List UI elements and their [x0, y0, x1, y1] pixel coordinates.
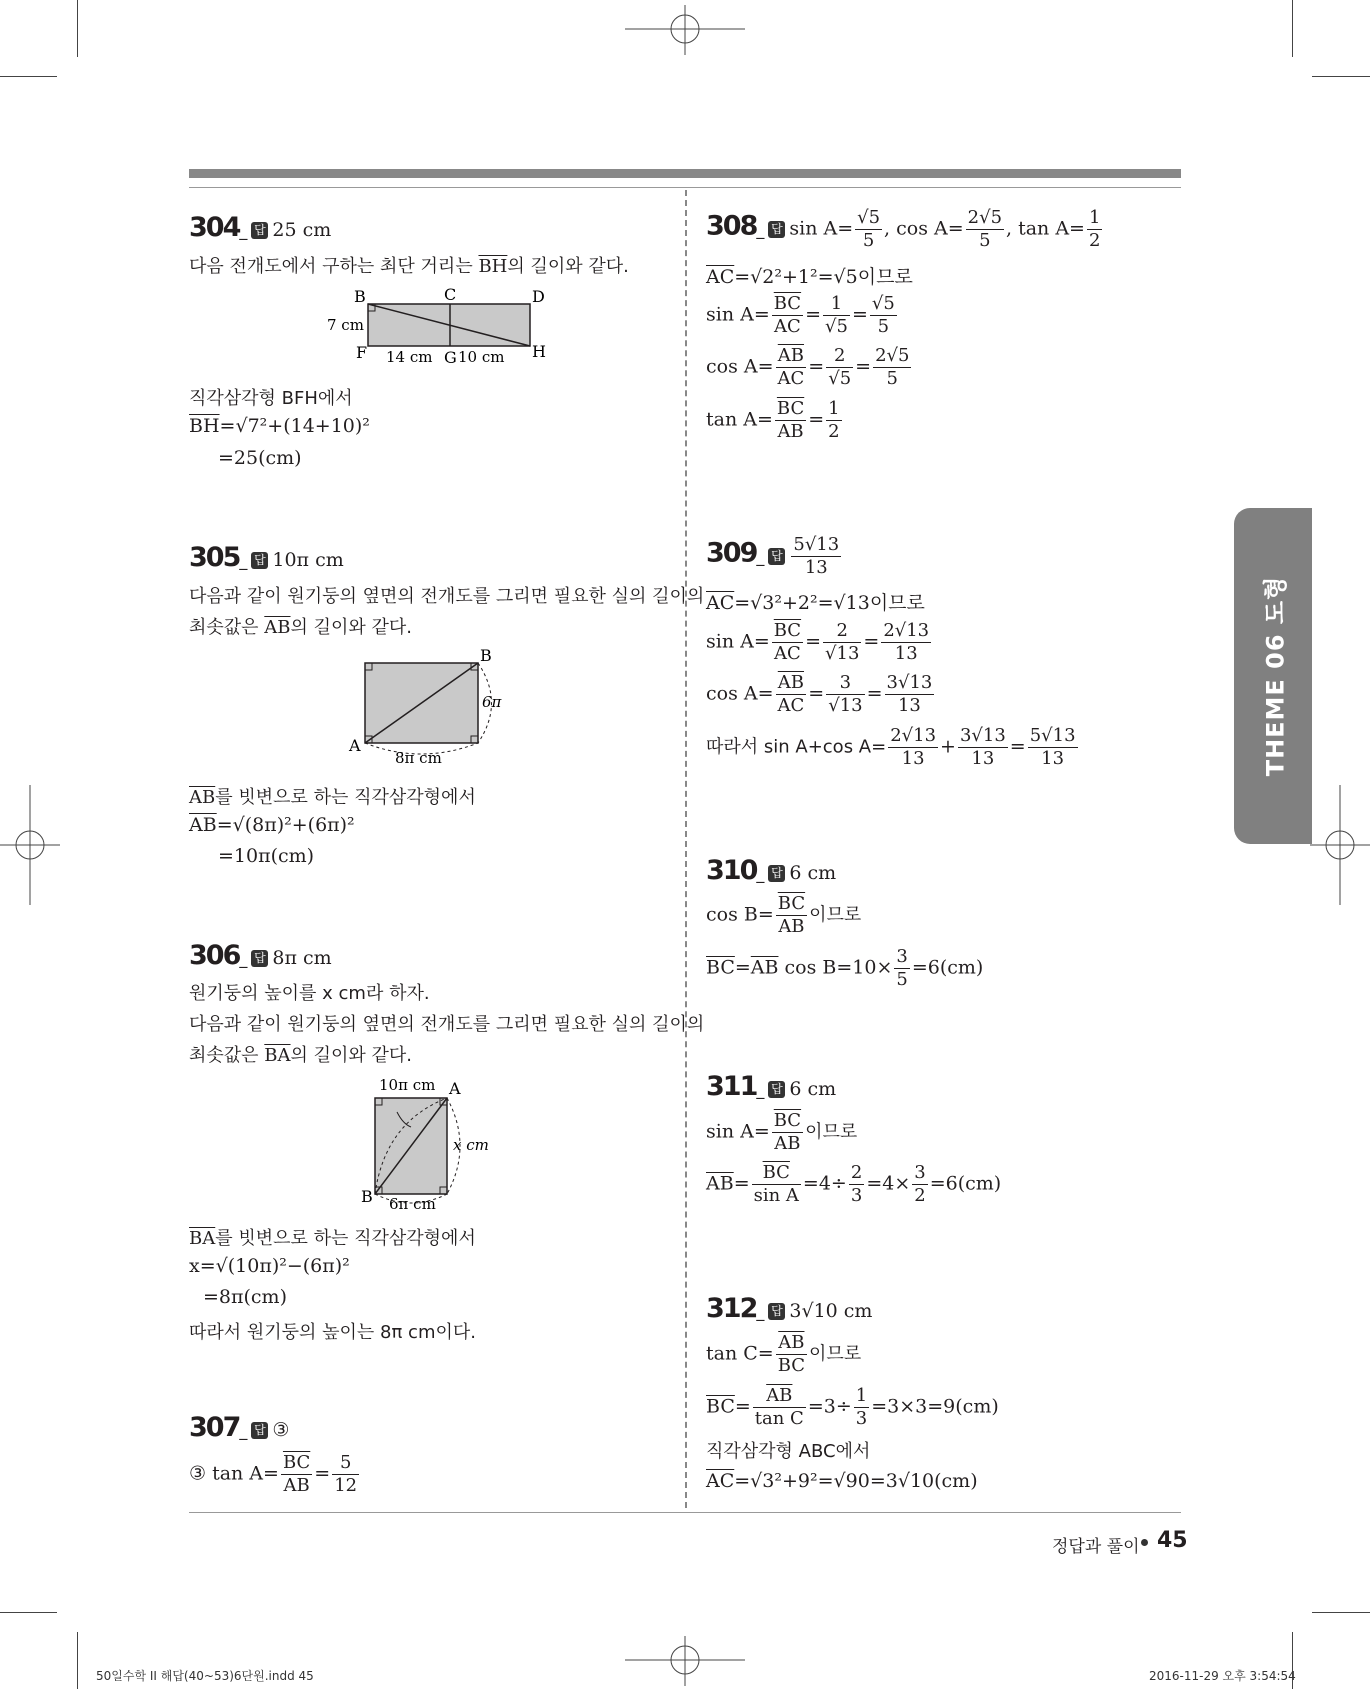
header-bar	[189, 169, 1181, 178]
problem-312-line3: 직각삼각형 ABC에서	[706, 1441, 871, 1462]
problem-304-line1: 직각삼각형 BFH에서	[189, 388, 353, 409]
problem-308-tan: tan A= $\frac{\overline{BC}}{AB}$ = $\frac{1}{2}$	[706, 398, 840, 442]
figure-304-net	[320, 284, 550, 364]
problem-304-line2: $\overline{BH}=√7^2+(14+10)^2$	[189, 415, 370, 437]
problem-305-line2: $\overline{AB}=√(8\pi)^2+(6\pi)^2$	[189, 814, 355, 836]
answer-value: 25 cm	[272, 219, 332, 241]
problem-306-line2: x=√(10π)²−(6π)²	[189, 1255, 350, 1277]
problem-308-cos: cos A= $\frac{\overline{AB}}{AC}$ = $\frac{2}{√5}$ = $\frac{2√5}{5}$	[706, 345, 910, 389]
label-height: 7 cm	[327, 316, 364, 334]
label-width: 6π cm	[389, 1195, 436, 1213]
crop-mark	[1312, 76, 1370, 77]
problem-number: 308	[706, 210, 757, 242]
theme-tab-label: THEME 06 도형	[1261, 575, 1290, 777]
file-info: 50일수학 II 해답(40~53)6단원.indd 45	[96, 1669, 314, 1683]
problem-306-header: 306_ 답 8π cm	[189, 940, 332, 971]
problem-312-line2: $\overline{BC}=$ $\frac{\overline{AB}}{\text{tan C}}$ =3÷ $\frac{1}{3}$ =3×3=9(cm)	[706, 1385, 999, 1429]
label-height: x cm	[453, 1136, 489, 1154]
problem-305-text2: 최솟값은 $\overline{AB}$의 길이와 같다.	[189, 617, 413, 638]
problem-311-line1: sin A= $\frac{\overline{BC}}{AB}$ 이므로	[706, 1110, 858, 1154]
answer-icon: 답	[251, 950, 268, 967]
answer-value: 6 cm	[789, 862, 837, 884]
problem-306-text1: 다음과 같이 원기둥의 옆면의 전개도를 그리면 필요한 실의 길이의	[189, 1014, 705, 1035]
page-label: 정답과 풀이	[1052, 1537, 1140, 1557]
problem-305-line3: =10π(cm)	[218, 845, 315, 867]
bullet-icon	[1141, 1539, 1148, 1546]
answer-value: 3√10 cm	[789, 1300, 873, 1322]
page-number: 45	[1157, 1528, 1188, 1553]
problem-312-line4: $\overline{AC}=√3^2+9^2=√90=3√10(cm)$	[706, 1470, 978, 1492]
label-a: A	[349, 736, 361, 755]
problem-number: 306	[189, 940, 240, 971]
label-a: A	[449, 1079, 461, 1098]
problem-number: 310	[706, 855, 757, 886]
crop-mark	[0, 76, 57, 77]
problem-305-text1: 다음과 같이 원기둥의 옆면의 전개도를 그리면 필요한 실의 길이의	[189, 586, 705, 607]
label-b: B	[361, 1187, 373, 1206]
problem-310-line1: cos B= $\frac{\overline{BC}}{AB}$ 이므로	[706, 893, 862, 937]
problem-number: 309	[706, 537, 757, 569]
registration-mark-top	[625, 5, 745, 55]
crop-mark	[77, 0, 78, 57]
label-b: B	[480, 646, 492, 665]
figure-305-cylinder-net	[345, 645, 515, 770]
registration-mark-bottom	[625, 1636, 745, 1686]
problem-309-sin: sin A= $\frac{\overline{BC}}{AC}$ = $\frac{2}{√13}$ = $\frac{2√13}{13}$	[706, 620, 930, 664]
crop-mark	[0, 1612, 57, 1613]
problem-number: 312	[706, 1293, 757, 1324]
answer-icon: 답	[251, 1422, 268, 1439]
answer-value: 8π cm	[272, 947, 332, 969]
problem-307-header: 307_ 답 ③	[189, 1412, 290, 1443]
problem-309-cos: cos A= $\frac{\overline{AB}}{AC}$ = $\frac{3}{√13}$ = $\frac{3√13}{13}$	[706, 672, 933, 716]
crop-mark	[1312, 1612, 1370, 1613]
problem-306-line3: =8π(cm)	[203, 1286, 287, 1308]
label-width-1: 14 cm	[386, 348, 433, 364]
footer-rule	[189, 1512, 1181, 1513]
problem-number: 307	[189, 1412, 240, 1443]
label-h: H	[532, 342, 546, 361]
problem-311-header: 311_ 답 6 cm	[706, 1071, 837, 1102]
label-c: C	[444, 285, 457, 304]
problem-304-intro: 다음 전개도에서 구하는 최단 거리는 $\overline{BH}$의 길이와 같다.	[189, 256, 629, 277]
problem-309-line1: $\overline{AC}=√3^2+2^2=√13$이므로	[706, 592, 925, 614]
crop-mark	[77, 1632, 78, 1689]
crop-mark	[1292, 0, 1293, 57]
problem-308-line1: $\overline{AC}=√2^2+1^2=√5$이므로	[706, 266, 913, 288]
problem-309-sum: 따라서 sin A+cos A= $\frac{2√13}{13}$ + $\frac{3√13}{13}$ = $\frac{5√13}{13}$	[706, 725, 1076, 769]
problem-306-line1: $\overline{BA}$를 빗변으로 하는 직각삼각형에서	[189, 1228, 476, 1249]
problem-number: 311	[706, 1071, 757, 1102]
answer-icon: 답	[768, 1081, 785, 1098]
print-timestamp: 2016-11-29 오후 3:54:54	[1149, 1669, 1296, 1683]
column-divider	[685, 190, 687, 1508]
answer-icon: 답	[768, 865, 785, 882]
problem-306-text2: 최솟값은 $\overline{BA}$의 길이와 같다.	[189, 1045, 413, 1066]
problem-306-text0: 원기둥의 높이를 x cm라 하자.	[189, 983, 430, 1004]
label-top: 10π cm	[379, 1076, 436, 1094]
problem-304-header: 304_ 답 25 cm	[189, 212, 332, 243]
label-f: F	[356, 343, 368, 362]
problem-308-header: 308_ 답 sin A= $\frac{√5}{5}$ , cos A= $\frac{2√5}{5}$ , tan A= $\frac{1}{2}$	[706, 207, 1101, 251]
label-height: 6π	[482, 693, 502, 711]
problem-305-line1: $\overline{AB}$를 빗변으로 하는 직각삼각형에서	[189, 787, 476, 808]
problem-309-header: 309_ 답 $\frac{5√13}{13}$	[706, 534, 840, 578]
answer-icon: 답	[251, 552, 268, 569]
problem-310-header: 310_ 답 6 cm	[706, 855, 837, 886]
problem-304-line3: =25(cm)	[218, 447, 302, 469]
answer-icon: 답	[768, 221, 785, 238]
registration-mark-left	[0, 785, 60, 905]
figure-306-cylinder-net	[355, 1072, 505, 1217]
problem-306-line4: 따라서 원기둥의 높이는 8π cm이다.	[189, 1322, 476, 1343]
answer-icon: 답	[768, 1303, 785, 1320]
problem-311-line2: $\overline{AB}=$ $\frac{\overline{BC}}{\text{sin A}}$ =4÷ $\frac{2}{3}$ =4× $\frac{3}{2}$ =6(cm)	[706, 1162, 1002, 1206]
answer-icon: 답	[251, 222, 268, 239]
problem-305-header: 305_ 답 10π cm	[189, 542, 344, 573]
label-width-2: 10 cm	[458, 348, 505, 364]
answer-value: ③	[272, 1419, 290, 1441]
answer-icon: 답	[768, 548, 785, 565]
label-g: G	[444, 348, 457, 364]
label-b: B	[354, 287, 366, 306]
header-rule	[189, 187, 1181, 188]
problem-312-header: 312_ 답 3√10 cm	[706, 1293, 873, 1324]
problem-312-line1: tan C= $\frac{\overline{AB}}{BC}$ 이므로	[706, 1332, 862, 1376]
registration-mark-right	[1310, 785, 1370, 905]
problem-number: 305	[189, 542, 240, 573]
problem-308-sin: sin A= $\frac{\overline{BC}}{AC}$ = $\frac{1}{√5}$ = $\frac{√5}{5}$	[706, 293, 895, 337]
problem-number: 304	[189, 212, 240, 243]
label-width: 8π cm	[395, 749, 442, 767]
answer-value: 10π cm	[272, 549, 344, 571]
label-d: D	[532, 287, 545, 306]
answer-value: 6 cm	[789, 1078, 837, 1100]
problem-307-line1: ③ tan A= $\frac{\overline{BC}}{AB}$ = $\frac{5}{12}$	[189, 1452, 358, 1496]
problem-310-line2: $\overline{BC}=\overline{AB}$ cos B=10× $\frac{3}{5}$ =6(cm)	[706, 946, 984, 990]
